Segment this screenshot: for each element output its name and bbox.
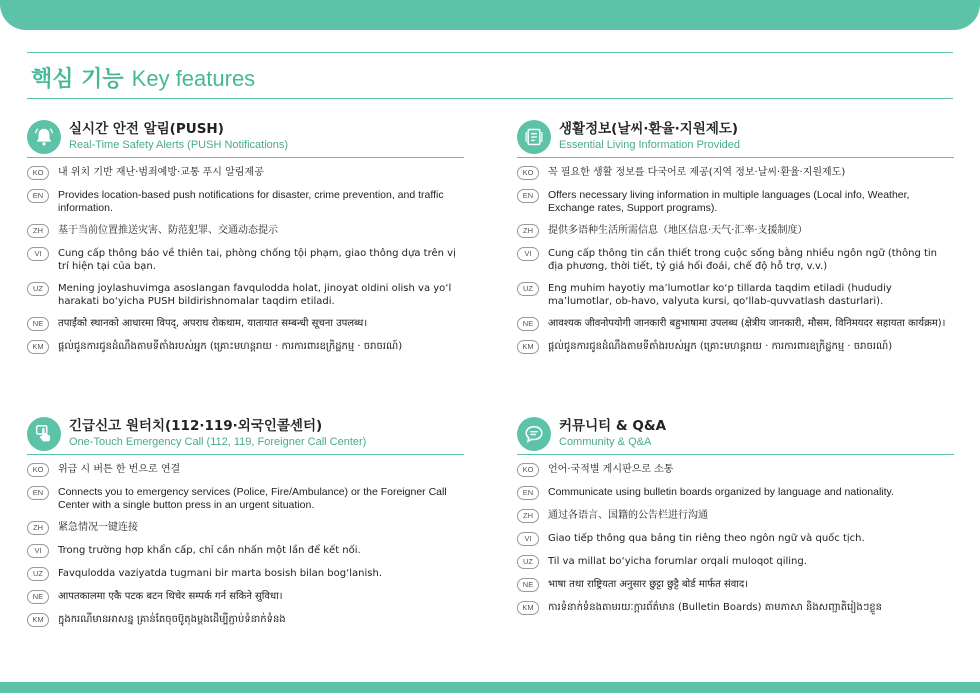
lang-badge: EN <box>27 189 49 203</box>
section-subtitle: Real-Time Safety Alerts (PUSH Notifications) <box>69 139 289 151</box>
row-text: आपतकालमा एकै पटक बटन थिचेर सम्पर्क गर्न सकिने सुविधा। <box>58 591 283 602</box>
lang-row-ne <box>517 578 954 592</box>
lang-badge: VI <box>27 247 49 261</box>
lang-row-zh <box>517 224 954 238</box>
lang-badge: KM <box>517 601 539 615</box>
row-text: तपाईंको स्थानको आधारमा विपद्, अपराध रोकथाम, यातायात सम्बन्धी सूचना उपलब्ध। <box>58 318 368 329</box>
row-text: Offers necessary living information in multiple languages (Local info, Weather, Exchange rates, Support programs). <box>548 189 910 214</box>
lang-badge: KO <box>517 166 539 180</box>
row-text: Mening joylashuvimga asoslangan favqulodda holat, jinoyat oldini olish va yo‘l harakati bo‘yicha PUSH bildirishnomalar taqdim etiladi. <box>58 283 452 307</box>
lang-row-km <box>27 613 464 627</box>
section-header <box>517 417 954 455</box>
lang-row-ko <box>27 166 464 180</box>
lang-badge: NE <box>27 590 49 604</box>
row-text: Eng muhim hayotiy ma’lumotlar ko‘p tillarda taqdim etiladi (hududiy ma’lumotlar, ob-havo, valyuta kursi, qo‘llab-quvvatlash dasturlari). <box>548 283 892 307</box>
document-icon <box>517 120 551 154</box>
lang-row-km <box>517 340 954 354</box>
lang-badge: KM <box>27 340 49 354</box>
lang-badge: EN <box>517 189 539 203</box>
lang-badge: UZ <box>517 282 539 296</box>
section-subtitle: Essential Living Information Provided <box>559 139 740 151</box>
lang-row-vi <box>27 247 464 273</box>
row-text: Til va millat bo‘yicha forumlar orqali muloqot qiling. <box>548 556 807 567</box>
lang-row-vi <box>517 532 954 546</box>
page-title-korean: 핵심 기능 <box>31 67 124 92</box>
lang-badge: ZH <box>517 224 539 238</box>
lang-badge: KO <box>517 463 539 477</box>
title-top-rule <box>27 52 953 53</box>
lang-badge: VI <box>517 247 539 261</box>
section-living-info <box>517 120 954 363</box>
section-header <box>27 417 464 455</box>
row-text: 紧急情况一键连接 <box>58 522 138 533</box>
lang-row-zh <box>517 509 954 523</box>
row-text: ការទំនាក់ទំនងតាមរយៈក្តារព័ត៌មាន (Bulletin Boards) តាមភាសា និងសញ្ជាតិរៀងៗខ្លួន <box>548 602 883 613</box>
chat-icon <box>517 417 551 451</box>
row-text: आवश्यक जीवनोपयोगी जानकारी बहुभाषामा उपलब्ध (क्षेत्रीय जानकारी, मौसम, विनिमयदर सहायता कार्यक्रम)। <box>548 318 946 329</box>
lang-badge: KO <box>27 463 49 477</box>
row-text: 基于当前位置推送灾害、防范犯罪、交通动态提示 <box>58 225 278 236</box>
lang-badge: ZH <box>517 509 539 523</box>
row-text: Trong trường hợp khẩn cấp, chỉ cần nhấn một lần để kết nối. <box>58 545 361 556</box>
row-text: 提供多语种生活所需信息（地区信息·天气·汇率·支援制度） <box>548 225 808 236</box>
row-text: ផ្តល់ជូនការជូនដំណឹងតាមទីតាំងរបស់អ្នក (គ្រោះមហន្តរាយ · ការការពារឧក្រិដ្ឋកម្ម · ចរាចរណ៍) <box>58 341 403 352</box>
row-text: Provides location-based push notifications for disaster, crime prevention, and traffic information. <box>58 189 444 214</box>
lang-row-vi <box>27 544 464 558</box>
lang-row-uz <box>27 282 464 308</box>
lang-row-km <box>517 601 954 615</box>
row-text: Cung cấp thông tin cần thiết trong cuộc sống bằng nhiều ngôn ngữ (thông tin địa phương, thời tiết, tỷ giá hối đoái, chế độ hỗ trợ, v.v.) <box>548 248 938 272</box>
lang-badge: NE <box>517 578 539 592</box>
row-text: ផ្តល់ជូនការជូនដំណឹងតាមទីតាំងរបស់អ្នក (គ្រោះមហន្តរាយ · ការការពារឧក្រិដ្ឋកម្ម · ចរាចរណ៍) <box>548 341 893 352</box>
lang-badge: KO <box>27 166 49 180</box>
lang-badge: VI <box>517 532 539 546</box>
row-text: Connects you to emergency services (Police, Fire/Ambulance) or the Foreigner Call Center with a single button press in an urgent situation. <box>58 486 447 511</box>
lang-badge: ZH <box>27 224 49 238</box>
section-header <box>517 120 954 158</box>
lang-badge: UZ <box>517 555 539 569</box>
touch-icon <box>27 417 61 451</box>
lang-badge: EN <box>27 486 49 500</box>
row-text: ក្នុងករណីមានអាសន្ន គ្រាន់តែចុចប៊ូតុងម្តងដើម្បីភ្ជាប់ទំនាក់ទំនង <box>58 614 286 625</box>
section-safety-alerts <box>27 120 464 363</box>
lang-row-uz <box>27 567 464 581</box>
row-text: Favqulodda vaziyatda tugmani bir marta bosish bilan bog‘lanish. <box>58 568 383 579</box>
lang-row-en <box>517 486 954 500</box>
title-bottom-rule <box>27 98 953 99</box>
section-title: 긴급신고 원터치(112·119·외국인콜센터) <box>69 418 323 434</box>
lang-row-ko <box>27 463 464 477</box>
section-header <box>27 120 464 158</box>
row-text: 꼭 필요한 생활 정보를 다국어로 제공(지역 정보·날씨·환율·지원제도) <box>548 167 846 178</box>
lang-row-ko <box>517 166 954 180</box>
row-text: 내 위치 기반 재난·범죄예방·교통 푸시 알림제공 <box>58 167 264 178</box>
lang-row-vi <box>517 247 954 273</box>
lang-row-ne <box>517 317 954 331</box>
lang-row-ne <box>27 590 464 604</box>
row-text: 通过各语言、国籍的公告栏进行沟通 <box>548 510 708 521</box>
lang-row-zh <box>27 521 464 535</box>
section-title: 생활정보(날씨·환율·지원제도) <box>559 121 739 137</box>
section-subtitle: One-Touch Emergency Call (112, 119, Foreigner Call Center) <box>69 436 367 448</box>
lang-badge: KM <box>27 613 49 627</box>
lang-badge: ZH <box>27 521 49 535</box>
lang-badge: NE <box>517 317 539 331</box>
row-text: 언어·국적별 게시판으로 소통 <box>548 464 674 475</box>
top-tab-decoration <box>0 0 980 30</box>
lang-row-zh <box>27 224 464 238</box>
lang-badge: VI <box>27 544 49 558</box>
lang-badge: KM <box>517 340 539 354</box>
section-emergency-call <box>27 417 464 636</box>
lang-row-ne <box>27 317 464 331</box>
lang-badge: UZ <box>27 282 49 296</box>
page-title <box>31 62 255 93</box>
section-title: 실시간 안전 알림(PUSH) <box>69 121 224 137</box>
lang-badge: EN <box>517 486 539 500</box>
row-text: Giao tiếp thông qua bảng tin riêng theo ngôn ngữ và quốc tịch. <box>548 533 865 544</box>
lang-row-ko <box>517 463 954 477</box>
lang-row-uz <box>517 555 954 569</box>
lang-row-km <box>27 340 464 354</box>
page-title-english: Key features <box>131 66 256 91</box>
lang-badge: NE <box>27 317 49 331</box>
section-subtitle: Community & Q&A <box>559 436 652 448</box>
row-text: Cung cấp thông báo về thiên tai, phòng chống tội phạm, giao thông dựa trên vị trí hiện tại của bạn. <box>58 248 456 272</box>
lang-row-en <box>27 486 464 512</box>
lang-row-uz <box>517 282 954 308</box>
row-text: भाषा तथा राष्ट्रियता अनुसार छुट्टा छुट्टै बोर्ड मार्फत संवाद। <box>548 579 748 590</box>
lang-badge: UZ <box>27 567 49 581</box>
section-title: 커뮤니티 & Q&A <box>559 418 667 434</box>
row-text: 위급 시 버튼 한 번으로 연결 <box>58 464 181 475</box>
lang-row-en <box>27 189 464 215</box>
section-community <box>517 417 954 624</box>
row-text: Communicate using bulletin boards organized by language and nationality. <box>548 486 894 498</box>
bell-icon <box>27 120 61 154</box>
bottom-bar-decoration <box>0 682 980 693</box>
lang-row-en <box>517 189 954 215</box>
